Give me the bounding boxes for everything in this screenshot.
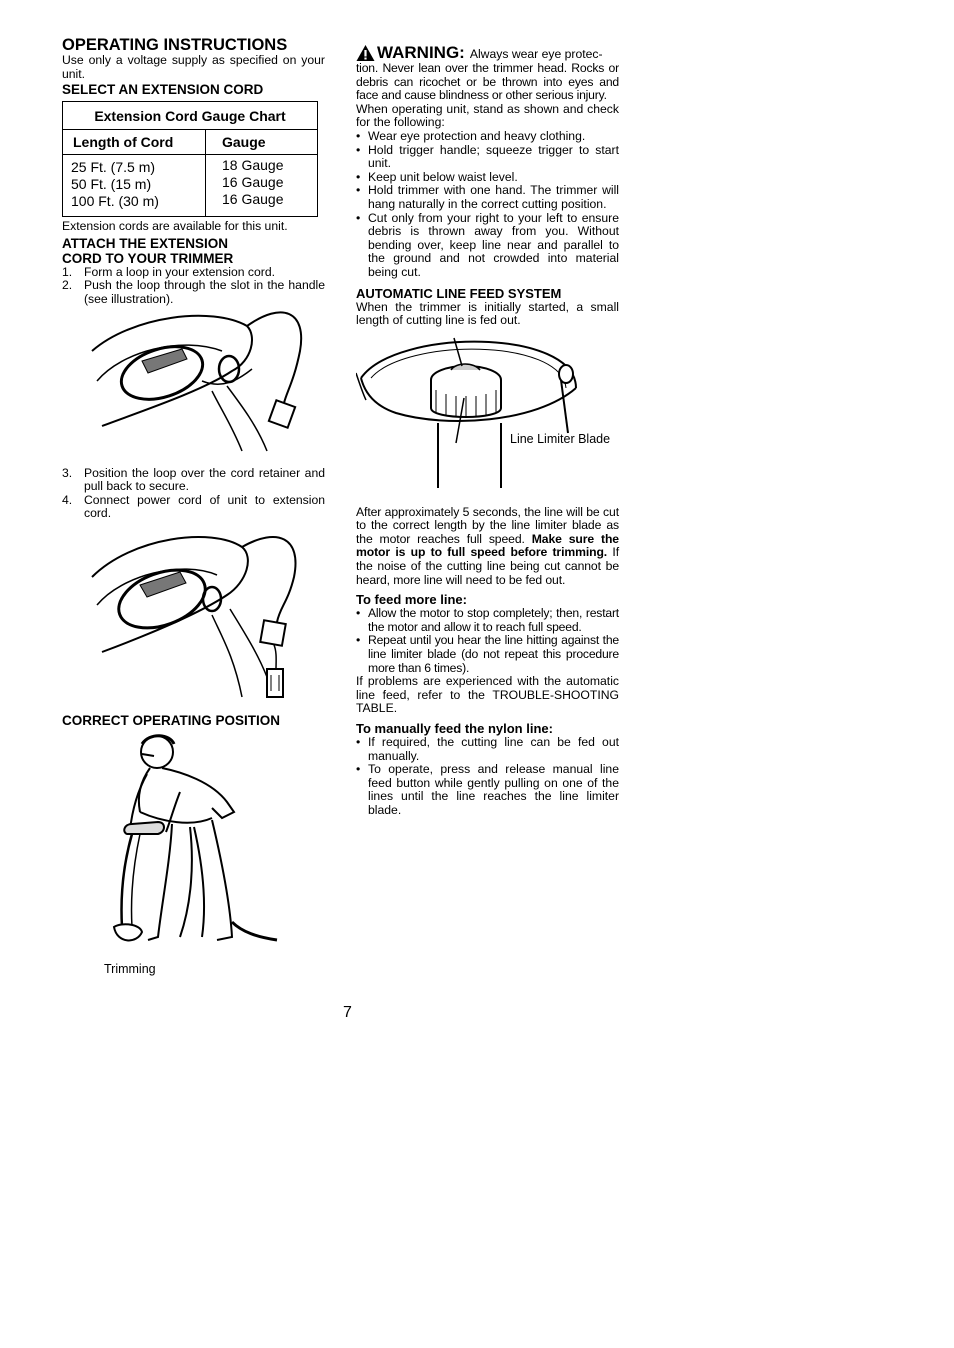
warning-text: tion. Never lean over the trimmer head. Rocks or debris can ricochet or be thrown into eyes and face and cause blindness or other serious injury.: [356, 61, 619, 103]
column-header-gauge: Gauge: [206, 130, 318, 155]
select-cord-heading: SELECT AN EXTENSION CORD: [62, 82, 264, 98]
list-item: • To operate, press and release manual line feed button while gently pulling on one of the lines until the line reaches the line limiter blade.: [356, 762, 619, 817]
page-title: OPERATING INSTRUCTIONS: [62, 36, 288, 54]
column-header-length: Length of Cord: [63, 130, 206, 155]
gauge-value: 16 Gauge: [222, 191, 284, 208]
length-value: 25 Ft. (7.5 m): [71, 159, 156, 176]
line-limiter-illustration: [356, 328, 619, 488]
line-limiter-caption: Line Limiter Blade: [510, 431, 611, 446]
table-title: Extension Cord Gauge Chart: [63, 102, 318, 130]
attach-heading-line2: CORD TO YOUR TRIMMER: [62, 250, 234, 266]
attach-steps-b: [62, 467, 325, 521]
operating-position-illustration: [62, 732, 325, 974]
alf-heading: AUTOMATIC LINE FEED SYSTEM: [356, 285, 562, 301]
left-column: [62, 36, 325, 976]
list-item: 3. Position the loop over the cord retainer and pull back to secure.: [62, 465, 325, 494]
list-item: • Hold trimmer with one hand. The trimmer will hang naturally in the correct cutting position.: [356, 183, 619, 211]
gauge-values-cell: [206, 155, 318, 217]
list-item: • Cut only from your right to your left to ensure debris is thrown away from you. Without bending over, keep line near and parallel to the ground and not crowded into material being cut.: [356, 210, 619, 279]
after-text: After approximately 5 seconds, the line will be cut to the correct length by the line limiter blade as the motor reaches full speed. Make sure the motor is up to full speed before trimming. If the noise of the cutting line being cut cannot be heard, more line will need to be fed out.: [356, 504, 619, 587]
page-number: 7: [343, 1004, 352, 1021]
gauge-value: 16 Gauge: [222, 174, 284, 191]
length-value: 50 Ft. (15 m): [71, 176, 152, 193]
warning-label: WARNING:: [377, 43, 465, 62]
warning-line: [356, 44, 619, 62]
problems-text: If problems are experienced with the automatic line feed, refer to the TROUBLE-SHOOTING TABLE.: [356, 674, 619, 716]
cord-loop-illustration: [62, 311, 325, 461]
list-item: 4. Connect power cord of unit to extension cord.: [62, 492, 325, 521]
list-item: • Wear eye protection and heavy clothing.: [356, 128, 586, 143]
position-heading: CORRECT OPERATING POSITION: [62, 712, 281, 728]
list-item: • Keep unit below waist level.: [356, 169, 518, 184]
right-column: [356, 44, 619, 818]
length-values-cell: [63, 155, 206, 217]
feed-more-heading: To feed more line:: [356, 592, 467, 608]
gauge-value: 18 Gauge: [222, 157, 284, 174]
list-item: 1. Form a loop in your extension cord.: [62, 264, 276, 279]
intro-text: Use only a voltage supply as specified on your unit.: [62, 53, 325, 81]
attach-steps-a: [62, 266, 325, 307]
trimming-caption: Trimming: [104, 961, 156, 976]
warning-text-start: Always wear eye protec-: [469, 47, 603, 62]
list-item: • Allow the motor to stop completely; then, restart the motor and allow it to reach full speed.: [356, 606, 619, 634]
stand-text: When operating unit, stand as shown and check for the following:: [356, 101, 619, 130]
checklist: [356, 130, 619, 280]
gauge-chart-table: [62, 101, 318, 217]
line-limiter-figure: [356, 328, 619, 488]
feed-more-list: [356, 607, 619, 675]
manual-feed-list: [356, 736, 619, 818]
list-item: • Hold trigger handle; squeeze trigger to start unit.: [356, 142, 619, 171]
available-note: Extension cords are available for this unit.: [62, 219, 288, 234]
list-item: • If required, the cutting line can be fed out manually.: [356, 735, 619, 763]
warning-triangle-icon: [356, 44, 375, 62]
cord-connected-illustration: [62, 527, 325, 705]
list-item: 2. Push the loop through the slot in the handle (see illustration).: [62, 278, 325, 306]
manual-feed-heading: To manually feed the nylon line:: [356, 721, 553, 736]
alf-text: When the trimmer is initially started, a small length of cutting line is fed out.: [356, 299, 619, 328]
attach-heading-line1: ATTACH THE EXTENSION: [62, 235, 229, 251]
list-item: • Repeat until you hear the line hitting against the line limiter blade (do not repeat this procedure more than 6 times).: [356, 633, 619, 675]
length-value: 100 Ft. (30 m): [71, 193, 159, 210]
